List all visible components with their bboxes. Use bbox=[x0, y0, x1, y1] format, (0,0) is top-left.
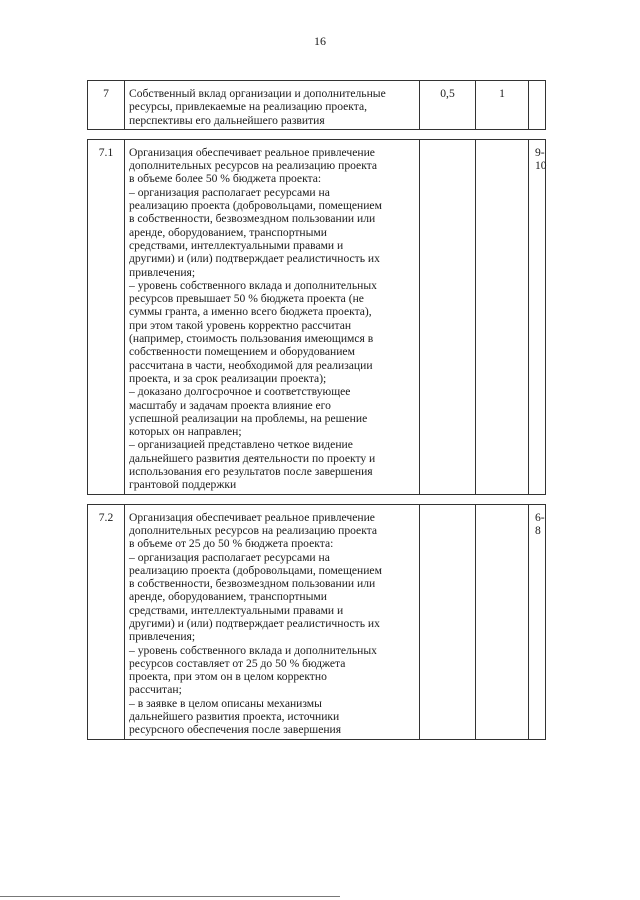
max-score-cell: 1 bbox=[476, 81, 529, 130]
text-line: ресурсы, привлекаемые на реализацию проекта, bbox=[129, 100, 368, 114]
row-gap bbox=[88, 129, 546, 139]
text-line: Собственный вклад организации и дополнительные bbox=[129, 87, 386, 100]
text-line: дополнительных ресурсов на реализацию проекта bbox=[129, 523, 378, 537]
text-line: другими) и (или) подтверждает реалистичность их bbox=[129, 252, 380, 266]
text-line: дополнительных ресурсов на реализацию проекта bbox=[129, 159, 378, 173]
text-line: ресурсов превышает 50 % бюджета проекта (не bbox=[129, 292, 364, 306]
score-cell bbox=[529, 81, 546, 130]
text-line: – уровень собственного вклада и дополнительных bbox=[129, 643, 377, 657]
row-number: 7.1 bbox=[88, 139, 125, 494]
text-line: – организация располагает ресурсами на bbox=[129, 185, 330, 199]
text-line: грантовой поддержки bbox=[129, 478, 237, 492]
text-line: в собственности, безвозмездном пользовании или bbox=[129, 577, 376, 591]
text-line: использования его результатов после завершения bbox=[129, 465, 373, 479]
text-line: Организация обеспечивает реальное привлечение bbox=[129, 510, 375, 524]
text-line: в собственности, безвозмездном пользовании или bbox=[129, 212, 376, 226]
text-line: рассчитан; bbox=[129, 683, 182, 697]
table-row-7-1 bbox=[88, 139, 546, 494]
max-score-cell bbox=[476, 504, 529, 739]
criterion-text bbox=[125, 81, 420, 130]
row-gap bbox=[88, 494, 546, 504]
text-line: ресурсного обеспечения после завершения bbox=[129, 723, 342, 737]
text-line: Организация обеспечивает реальное привлечение bbox=[129, 145, 375, 159]
table-row-7-2 bbox=[88, 504, 546, 739]
text-line: дальнейшего развития проекта, источники bbox=[129, 710, 340, 724]
text-line: – доказано долгосрочное и соответствующее bbox=[129, 385, 351, 399]
text-line: реализацию проекта (добровольцами, помещением bbox=[129, 199, 382, 213]
text-line: ресурсов составляет от 25 до 50 % бюджета bbox=[129, 656, 346, 670]
bottom-rule bbox=[0, 896, 340, 897]
text-line: в объеме более 50 % бюджета проекта: bbox=[129, 172, 322, 186]
text-line: привлечения; bbox=[129, 265, 196, 279]
text-line: – организация располагает ресурсами на bbox=[129, 550, 330, 564]
row-number: 7.2 bbox=[88, 504, 125, 739]
score-cell: 9-10 bbox=[529, 139, 546, 494]
text-line: дальнейшего развития деятельности по проекту и bbox=[129, 451, 376, 465]
max-score-cell bbox=[476, 139, 529, 494]
text-line: перспективы его дальнейшего развития bbox=[129, 113, 325, 127]
weight-cell bbox=[420, 504, 476, 739]
table-row-7 bbox=[88, 81, 546, 130]
text-line: успешной реализации на проблемы, на решение bbox=[129, 411, 368, 425]
text-line: реализацию проекта (добровольцами, помещением bbox=[129, 563, 382, 577]
text-line: – организацией представлено четкое видение bbox=[129, 438, 353, 452]
text-line: – уровень собственного вклада и дополнительных bbox=[129, 278, 377, 292]
page-number: 16 bbox=[314, 34, 326, 48]
text-line: суммы гранта, а именно всего бюджета проекта), bbox=[129, 305, 372, 319]
criteria-table bbox=[87, 80, 546, 740]
text-line: в объеме от 25 до 50 % бюджета проекта: bbox=[129, 537, 334, 551]
text-line: аренде, оборудованием, транспортными bbox=[129, 225, 327, 239]
text-line: другими) и (или) подтверждает реалистичность их bbox=[129, 616, 380, 630]
text-line: – в заявке в целом описаны механизмы bbox=[129, 696, 322, 710]
text-line: аренде, оборудованием, транспортными bbox=[129, 590, 327, 604]
score-cell: 6-8 bbox=[529, 504, 546, 739]
weight-cell: 0,5 bbox=[420, 81, 476, 130]
weight-cell bbox=[420, 139, 476, 494]
text-line: привлечения; bbox=[129, 630, 196, 644]
text-line: (например, стоимость пользования имеющимся в bbox=[129, 332, 374, 346]
text-line: собственности помещением и оборудованием bbox=[129, 345, 355, 359]
text-line: при этом такой уровень корректно рассчитан bbox=[129, 318, 352, 332]
text-line: средствами, интеллектуальными правами и bbox=[129, 238, 344, 252]
text-line: проекта, и за срок реализации проекта); bbox=[129, 371, 327, 385]
criterion-text bbox=[125, 139, 420, 494]
text-line: рассчитана в части, необходимой для реализации bbox=[129, 358, 373, 372]
text-line: которых он направлен; bbox=[129, 425, 242, 439]
text-line: масштабу и задачам проекта влияние его bbox=[129, 398, 331, 412]
text-line: средствами, интеллектуальными правами и bbox=[129, 603, 344, 617]
row-number: 7 bbox=[88, 81, 125, 130]
criterion-text bbox=[125, 504, 420, 739]
text-line: проекта, при этом он в целом корректно bbox=[129, 670, 327, 684]
